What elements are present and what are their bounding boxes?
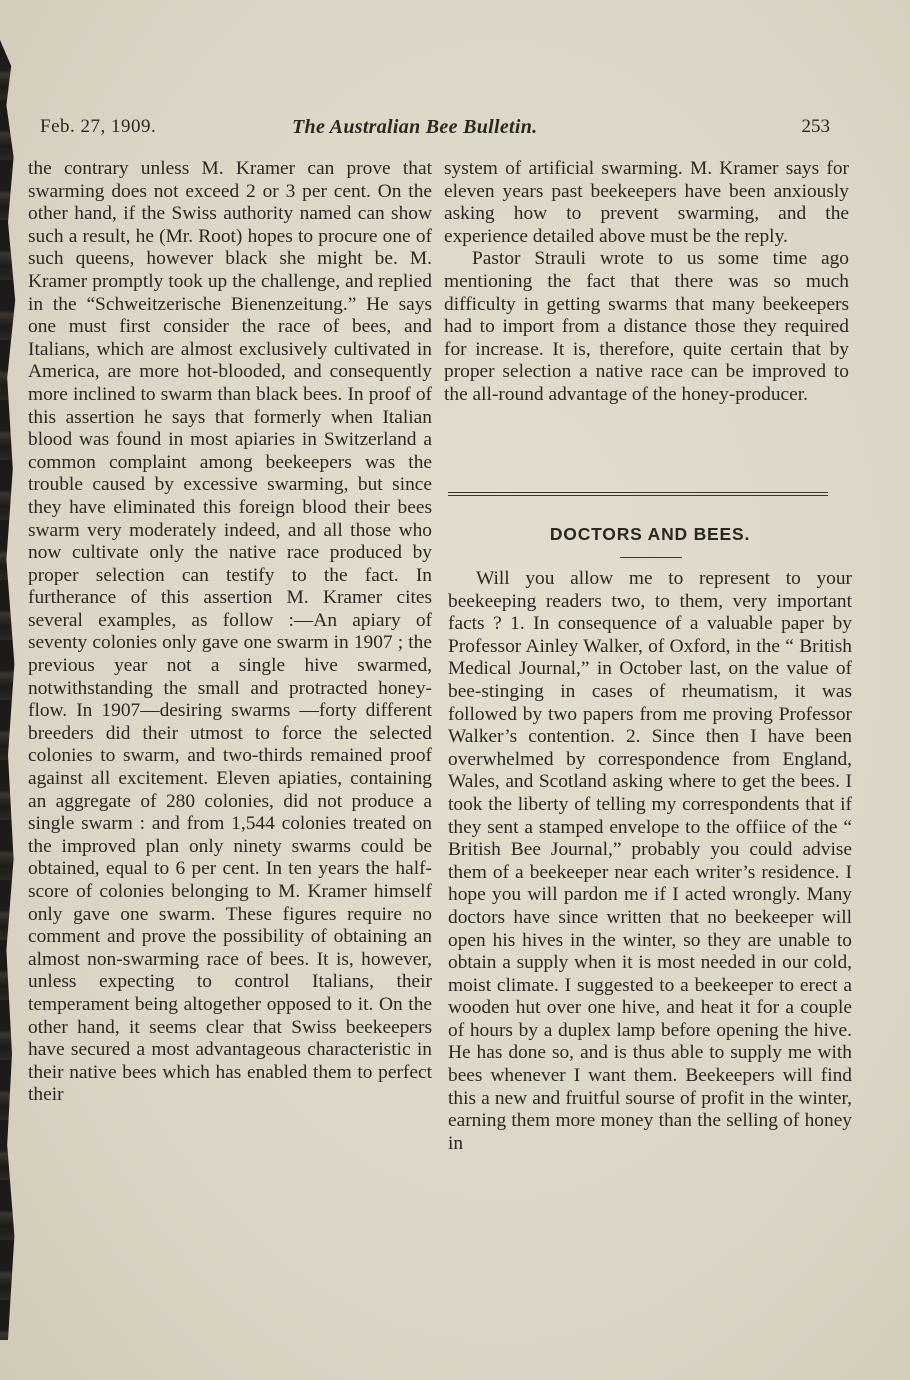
right-paragraph-2: Pastor Strauli wrote to us some time ago mentioning the fact that there was so much difficulty in getting swarms that many beekeepers had to import from a distance those they required for increase. It is, therefore, quite certain that by proper selection a native race can be improved to the all-round advantage of the honey-producer.: [444, 248, 849, 405]
left-paragraph-1: the contrary unless M. Kramer can prove that swarming does not exceed 2 or 3 per cent. On the other hand, if the Swiss authority named can show such a result, he (Mr. Root) hopes to procure one of such queens, however black she might be. M. Kramer promptly took up the challenge, and replied in the “Schweitzerische Bienenzeitung.” He says one must first consider the race of bees, and Italians, which are almost exclusively cultivated in America, are more hot-blooded, and consequently more inclined to swarm than black bees. In proof of this assertion he says that formerly when Italian blood was found in most apiaries in Switzerland a common complaint among beekeepers was the trouble caused by excessive swarming, but since they have eliminated this foreign blood their bees swarm very moderately indeed, and all those who now cultivate only the native race produced by proper selection can testify to the fact. In furtherance of this assertion M. Kramer cites several examples, as follow :—An apiary of seventy colonies only gave one swarm in 1907 ; the previous year not a single hive swarmed, notwithstanding the small and protracted honey-flow. In 1907—desiring swarms —forty different breeders did their utmost to force the selected colonies to swarm, and two-thirds remained proof against all excitement. Eleven apiaties, containing an aggregate of 280 colonies, did not produce a single swarm : and from 1,544 colonies treated on the improved plan only ninety swarms could be obtained, equal to 6 per cent. In ten years the half-score of colonies belonging to M. Kramer himself only gave one swarm. These figures require no comment and prove the possibility of obtaining an almost non-swarming race of bees. It is, however, unless expecting to control Italians, their temperament being altogether opposed to it. On the other hand, it seems clear that Swiss beekeepers have secured a most advantageous characteristic in their native bees which has enabled them to perfect their: [28, 158, 432, 1106]
right-column-top: [444, 158, 849, 407]
torn-page-edge: [0, 40, 16, 1340]
article-heading: DOCTORS AND BEES.: [549, 524, 751, 544]
issue-date: Feb. 27, 1909.: [40, 116, 157, 137]
article-paragraph: Will you allow me to represent to your beekeeping readers two, to them, very important facts ? 1. In consequence of a valuable paper by Professor Ainley Walker, of Oxford, in the “ British Medical Journal,” in October last, on the value of bee-stinging in cases of rheumatism, it was followed by two papers from me proving Professor Walker’s contention. 2. Since then I have been overwhelmed by correspondence from England, Wales, and Scotland asking where to get the bees. I took the liberty of telling my correspondents that if they sent a stamped envelope to the offiice of the “ British Bee Journal,” probably you could advise them of a beekeeper near each writer’s residence. I hope you will pardon me if I acted wrongly. Many doctors have since written that no beekeeper will open his hives in the winter, so they are unable to obtain a supply when it is most needed in our cold, moist climate. I suggested to a beekeeper to erect a wooden hut over one hive, and heat it for a couple of hours by a duplex lamp before opening the hive. He has done so, and is thus able to supply me with bees whenever I want them. Beekeepers will find this a new and fruitful sourse of profit in the winter, earning them more money than the selling of honey in: [448, 568, 852, 1154]
section-divider: [448, 492, 828, 496]
journal-title: The Australian Bee Bulletin.: [292, 116, 538, 138]
right-column-article: [448, 568, 852, 1155]
left-column: [28, 158, 432, 1107]
right-paragraph-1: system of artificial swarming. M. Kramer says for eleven years past beekeepers have been anxiously asking how to prevent swarming, and the experience detailed above must be the reply.: [444, 158, 849, 247]
heading-underline: [620, 557, 682, 558]
page-number: 253: [801, 116, 830, 137]
running-header: [40, 114, 830, 144]
